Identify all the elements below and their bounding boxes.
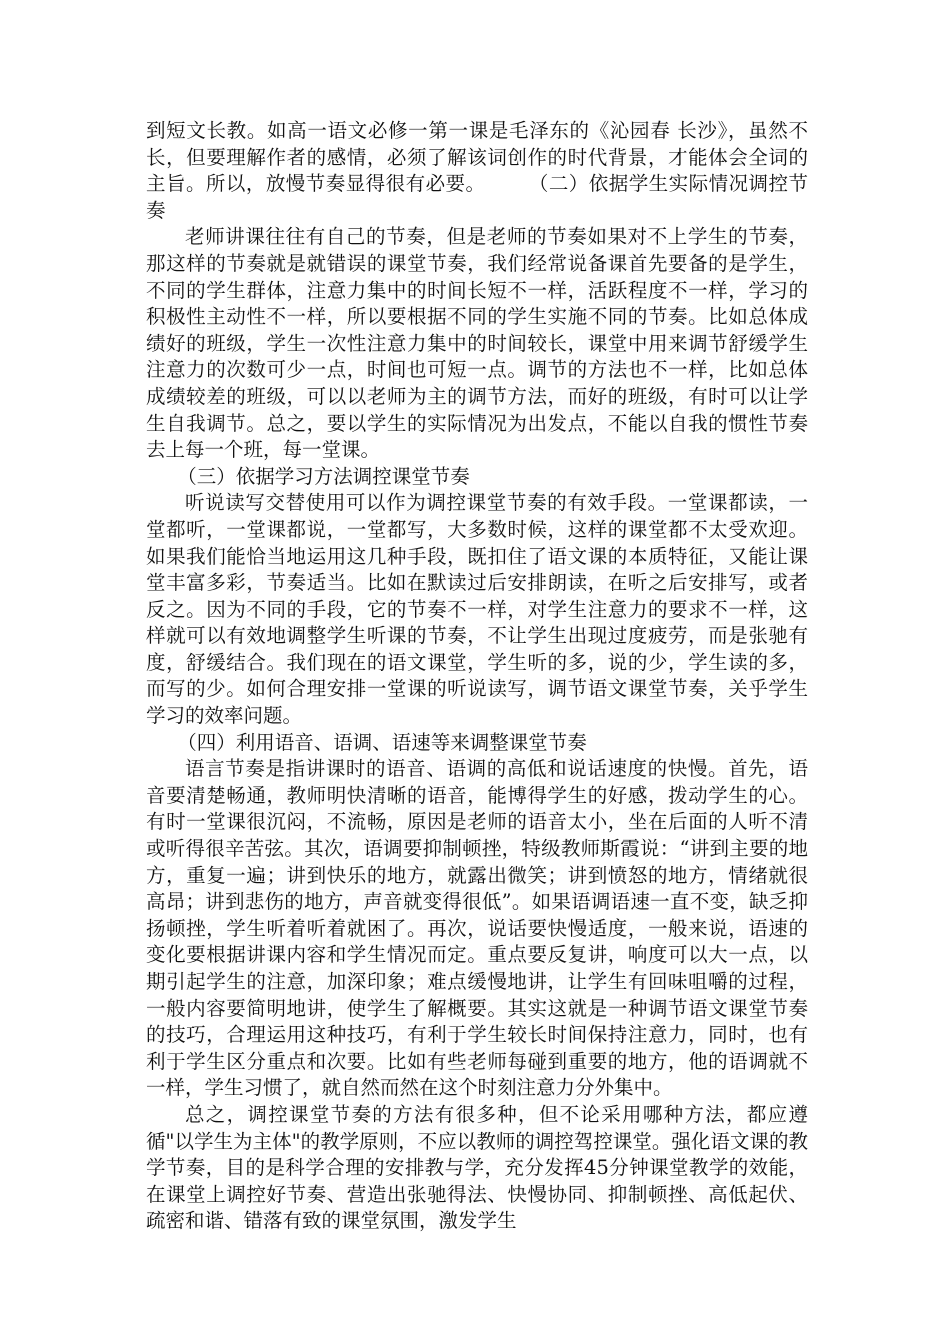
paragraph-2: 老师讲课往往有自己的节奏，但是老师的节奏如果对不上学生的节奏，那这样的节奏就是就错误的课堂节奏，我们经常说备课首先要备的是学生，不同的学生群体，注意力集中的时间长短不一样，活跃程度不一样，学习的积极性主动性不一样，所以要根据不同的学生实施不同的节奏。比如总体成绩好的班级，学生一次性注意力集中的时间较长，课堂中用来调节舒缓学生注意力的次数可少一点，时间也可短一点。调节的方法也不一样，比如总体成绩较差的班级，可以以老师为主的调节方法，而好的班级，有时可以让学生自我调节。总之，要以学生的实际情况为出发点，不能以自我的惯性节奏去上每一个班，每一堂课。 xyxy=(146,225,808,462)
section-heading-2: （二）依据学生实际情况调控节奏 xyxy=(146,172,808,222)
paragraph-5: 总之，调控课堂节奏的方法有很多种，但不论采用哪种方法，都应遵循"以学生为主体"的教学原则，不应以教师的调控驾控课堂。强化语文课的教学节奏，目的是科学合理的安排教与学，充分发挥45分钟课堂教学的效能，在课堂上调控好节奏、营造出张驰得法、快慢协同、抑制顿挫、高低起伏、疏密和谐、错落有致的课堂氛围，激发学生 xyxy=(146,1102,808,1233)
section-heading-3: （三）依据学习方法调控课堂节奏 xyxy=(177,464,470,488)
document-body xyxy=(146,118,808,1235)
paragraph-4: 语言节奏是指讲课时的语音、语调的高低和说话速度的快慢。首先，语音要清楚畅通，教师明快清晰的语音，能博得学生的好感，拨动学生的心。有时一堂课很沉闷，不流畅，原因是老师的语音太小，坐在后面的人听不清或听得很辛苦弦。其次，语调要抑制顿挫，特级教师斯霞说：“讲到主要的地方，重复一遍；讲到快乐的地方，就露出微笑；讲到愤怒的地方，情绪就很高昂；讲到悲伤的地方，声音就变得很低”。如果语调语速一直不变，缺乏抑扬顿挫，学生听着听着就困了。再次，说话要快慢适度，一般来说，语速的变化要根据讲课内容和学生情况而定。重点要反复讲，响度可以大一点，以期引起学生的注意，加深印象；难点缓慢地讲，让学生有回味咀嚼的过程，一般内容要简明地讲，使学生了解概要。其实这就是一种调节语文课堂节奏的技巧，合理运用这种技巧，有利于学生较长时间保持注意力，同时，也有利于学生区分重点和次要。比如有些老师每碰到重要的地方，他的语调就不一样，学生习惯了，就自然而然在这个时刻注意力分外集中。 xyxy=(146,757,808,1100)
paragraph-3: 听说读写交替使用可以作为调控课堂节奏的有效手段。一堂课都读，一堂都听，一堂课都说，一堂都写，大多数时候，这样的课堂都不太受欢迎。如果我们能恰当地运用这几种手段，既扣住了语文课的本质特征，又能让课堂丰富多彩，节奏适当。比如在默读过后安排朗读，在听之后安排写，或者反之。因为不同的手段，它的节奏不一样，对学生注意力的要求不一样，这样就可以有效地调整学生听课的节奏，不让学生出现过度疲劳，而是张驰有度，舒缓结合。我们现在的语文课堂，学生听的多，说的少，学生读的多，而写的少。如何合理安排一堂课的听说读写，调节语文课堂节奏，关乎学生学习的效率问题。 xyxy=(146,491,808,728)
section-heading-4: （四）利用语音、语调、语速等来调整课堂节奏 xyxy=(177,730,587,754)
paragraph-continuation xyxy=(146,118,808,224)
paragraph-1-text: 到短文长教。如高一语文必修一第一课是毛泽东的《沁园春 长沙》，虽然不长，但要理解作者的感情，必须了解该词创作的时代背景，才能体会全词的主旨。所以，放慢节奏显得很有必要。 xyxy=(146,119,808,196)
